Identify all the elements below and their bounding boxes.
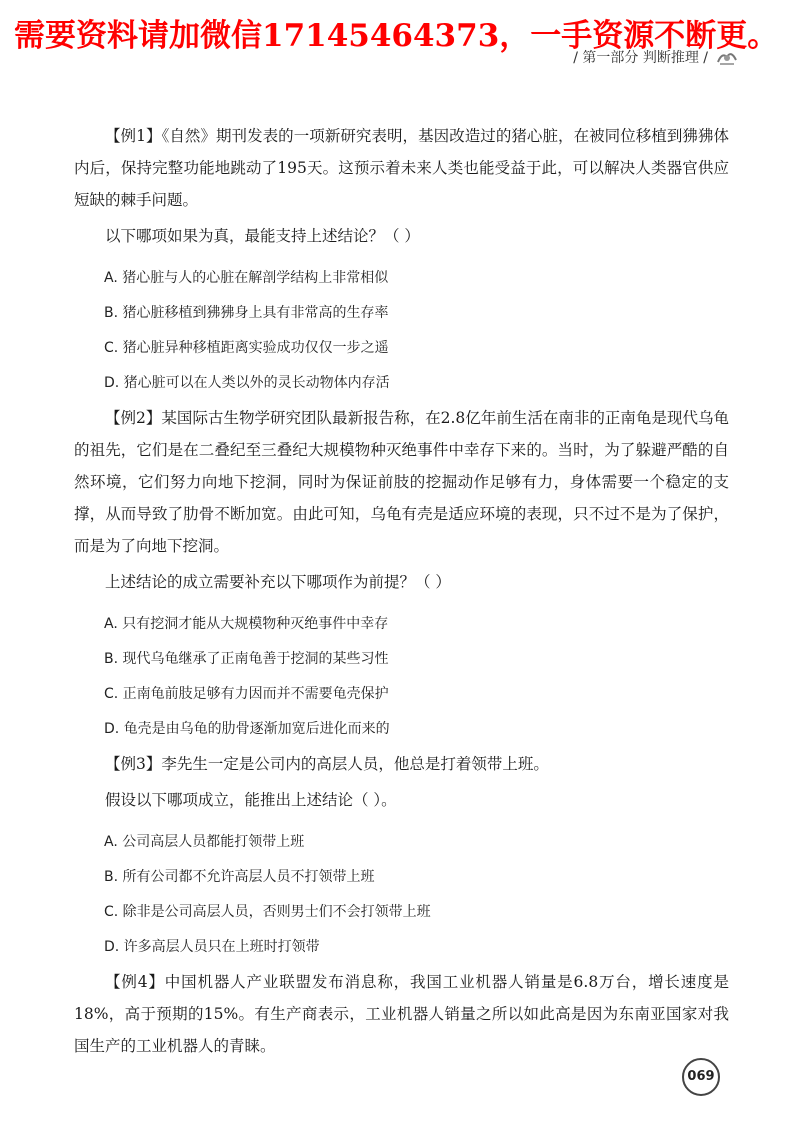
example-3-option-b: B. 所有公司都不允许高层人员不打领带上班 [104, 869, 375, 885]
example-2-text: 某国际古生物学研究团队最新报告称，在2.8亿年前生活在南非的正南龟是现代乌龟的祖先，它们是在二叠纪至三叠纪大规模物种灭绝事件中幸存下来的。当时，为了躲避严酷的自然环境，它们努力向地下挖洞，同时为保证前肢的挖掘动作足够有力，身体需要一个稳定的支撑，从而导致了肋骨不断加宽。由此可知，乌龟有壳是适应环境的表现，只不过不是为了保护，而是为了向地下挖洞。 [74, 409, 729, 555]
example-1-stem [74, 120, 729, 216]
example-3-question: 假设以下哪项成立，能推出上述结论（ ）。 [105, 791, 397, 809]
example-2-option-c: C. 正南龟前肢足够有力因而并不需要龟壳保护 [104, 686, 389, 702]
example-2-stem [74, 402, 729, 562]
example-3-option-a: A. 公司高层人员都能打领带上班 [104, 834, 305, 850]
page-number: 069 [682, 1058, 720, 1096]
example-4-label: 【例4】 [105, 973, 165, 991]
example-1 [74, 120, 729, 392]
example-1-option-b: B. 猪心脏移植到狒狒身上具有非常高的生存率 [104, 305, 389, 321]
example-3-option-d: D. 许多高层人员只在上班时打领带 [104, 939, 320, 955]
example-3 [74, 748, 729, 956]
example-1-option-d: D. 猪心脏可以在人类以外的灵长动物体内存活 [104, 375, 390, 391]
example-2-option-d: D. 龟壳是由乌龟的肋骨逐渐加宽后进化而来的 [104, 721, 390, 737]
example-4-stem [74, 966, 729, 1062]
example-2-label: 【例2】 [105, 409, 162, 427]
example-2 [74, 402, 729, 738]
watermark-banner: 需要资料请加微信17145464373，一手资源不断更。 [14, 18, 779, 54]
example-3-label: 【例3】 [105, 755, 162, 773]
example-2-option-b: B. 现代乌龟继承了正南龟善于挖洞的某些习性 [104, 651, 389, 667]
example-1-option-a: A. 猪心脏与人的心脏在解剖学结构上非常相似 [104, 270, 389, 286]
example-1-option-c: C. 猪心脏异种移植距离实验成功仅仅一步之遥 [104, 340, 389, 356]
example-1-label: 【例1】 [105, 127, 162, 145]
example-1-text: 《自然》期刊发表的一项新研究表明，基因改造过的猪心脏，在被同位移植到狒狒体内后，保持完整功能地跳动了195天。这预示着未来人类也能受益于此，可以解决人类器官供应短缺的棘手问题。 [74, 127, 729, 209]
page-content [74, 120, 729, 1072]
example-2-option-a: A. 只有挖洞才能从大规模物种灭绝事件中幸存 [104, 616, 389, 632]
example-3-text: 李先生一定是公司内的高层人员，他总是打着领带上班。 [161, 755, 549, 773]
example-3-option-c: C. 除非是公司高层人员，否则男士们不会打领带上班 [104, 904, 431, 920]
decorative-flower-icon [716, 48, 738, 66]
example-1-question: 以下哪项如果为真，最能支持上述结论？（ ） [105, 227, 420, 245]
example-3-stem [74, 748, 729, 780]
section-header: / 第一部分 判断推理 / [573, 50, 708, 66]
example-4 [74, 966, 729, 1062]
example-2-question: 上述结论的成立需要补充以下哪项作为前提？（ ） [105, 573, 451, 591]
example-4-text: 中国机器人产业联盟发布消息称，我国工业机器人销量是6.8万台，增长速度是18%，高于预期的15%。有生产商表示，工业机器人销量之所以如此高是因为东南亚国家对我国生产的工业机器人的青睐。 [74, 973, 729, 1055]
